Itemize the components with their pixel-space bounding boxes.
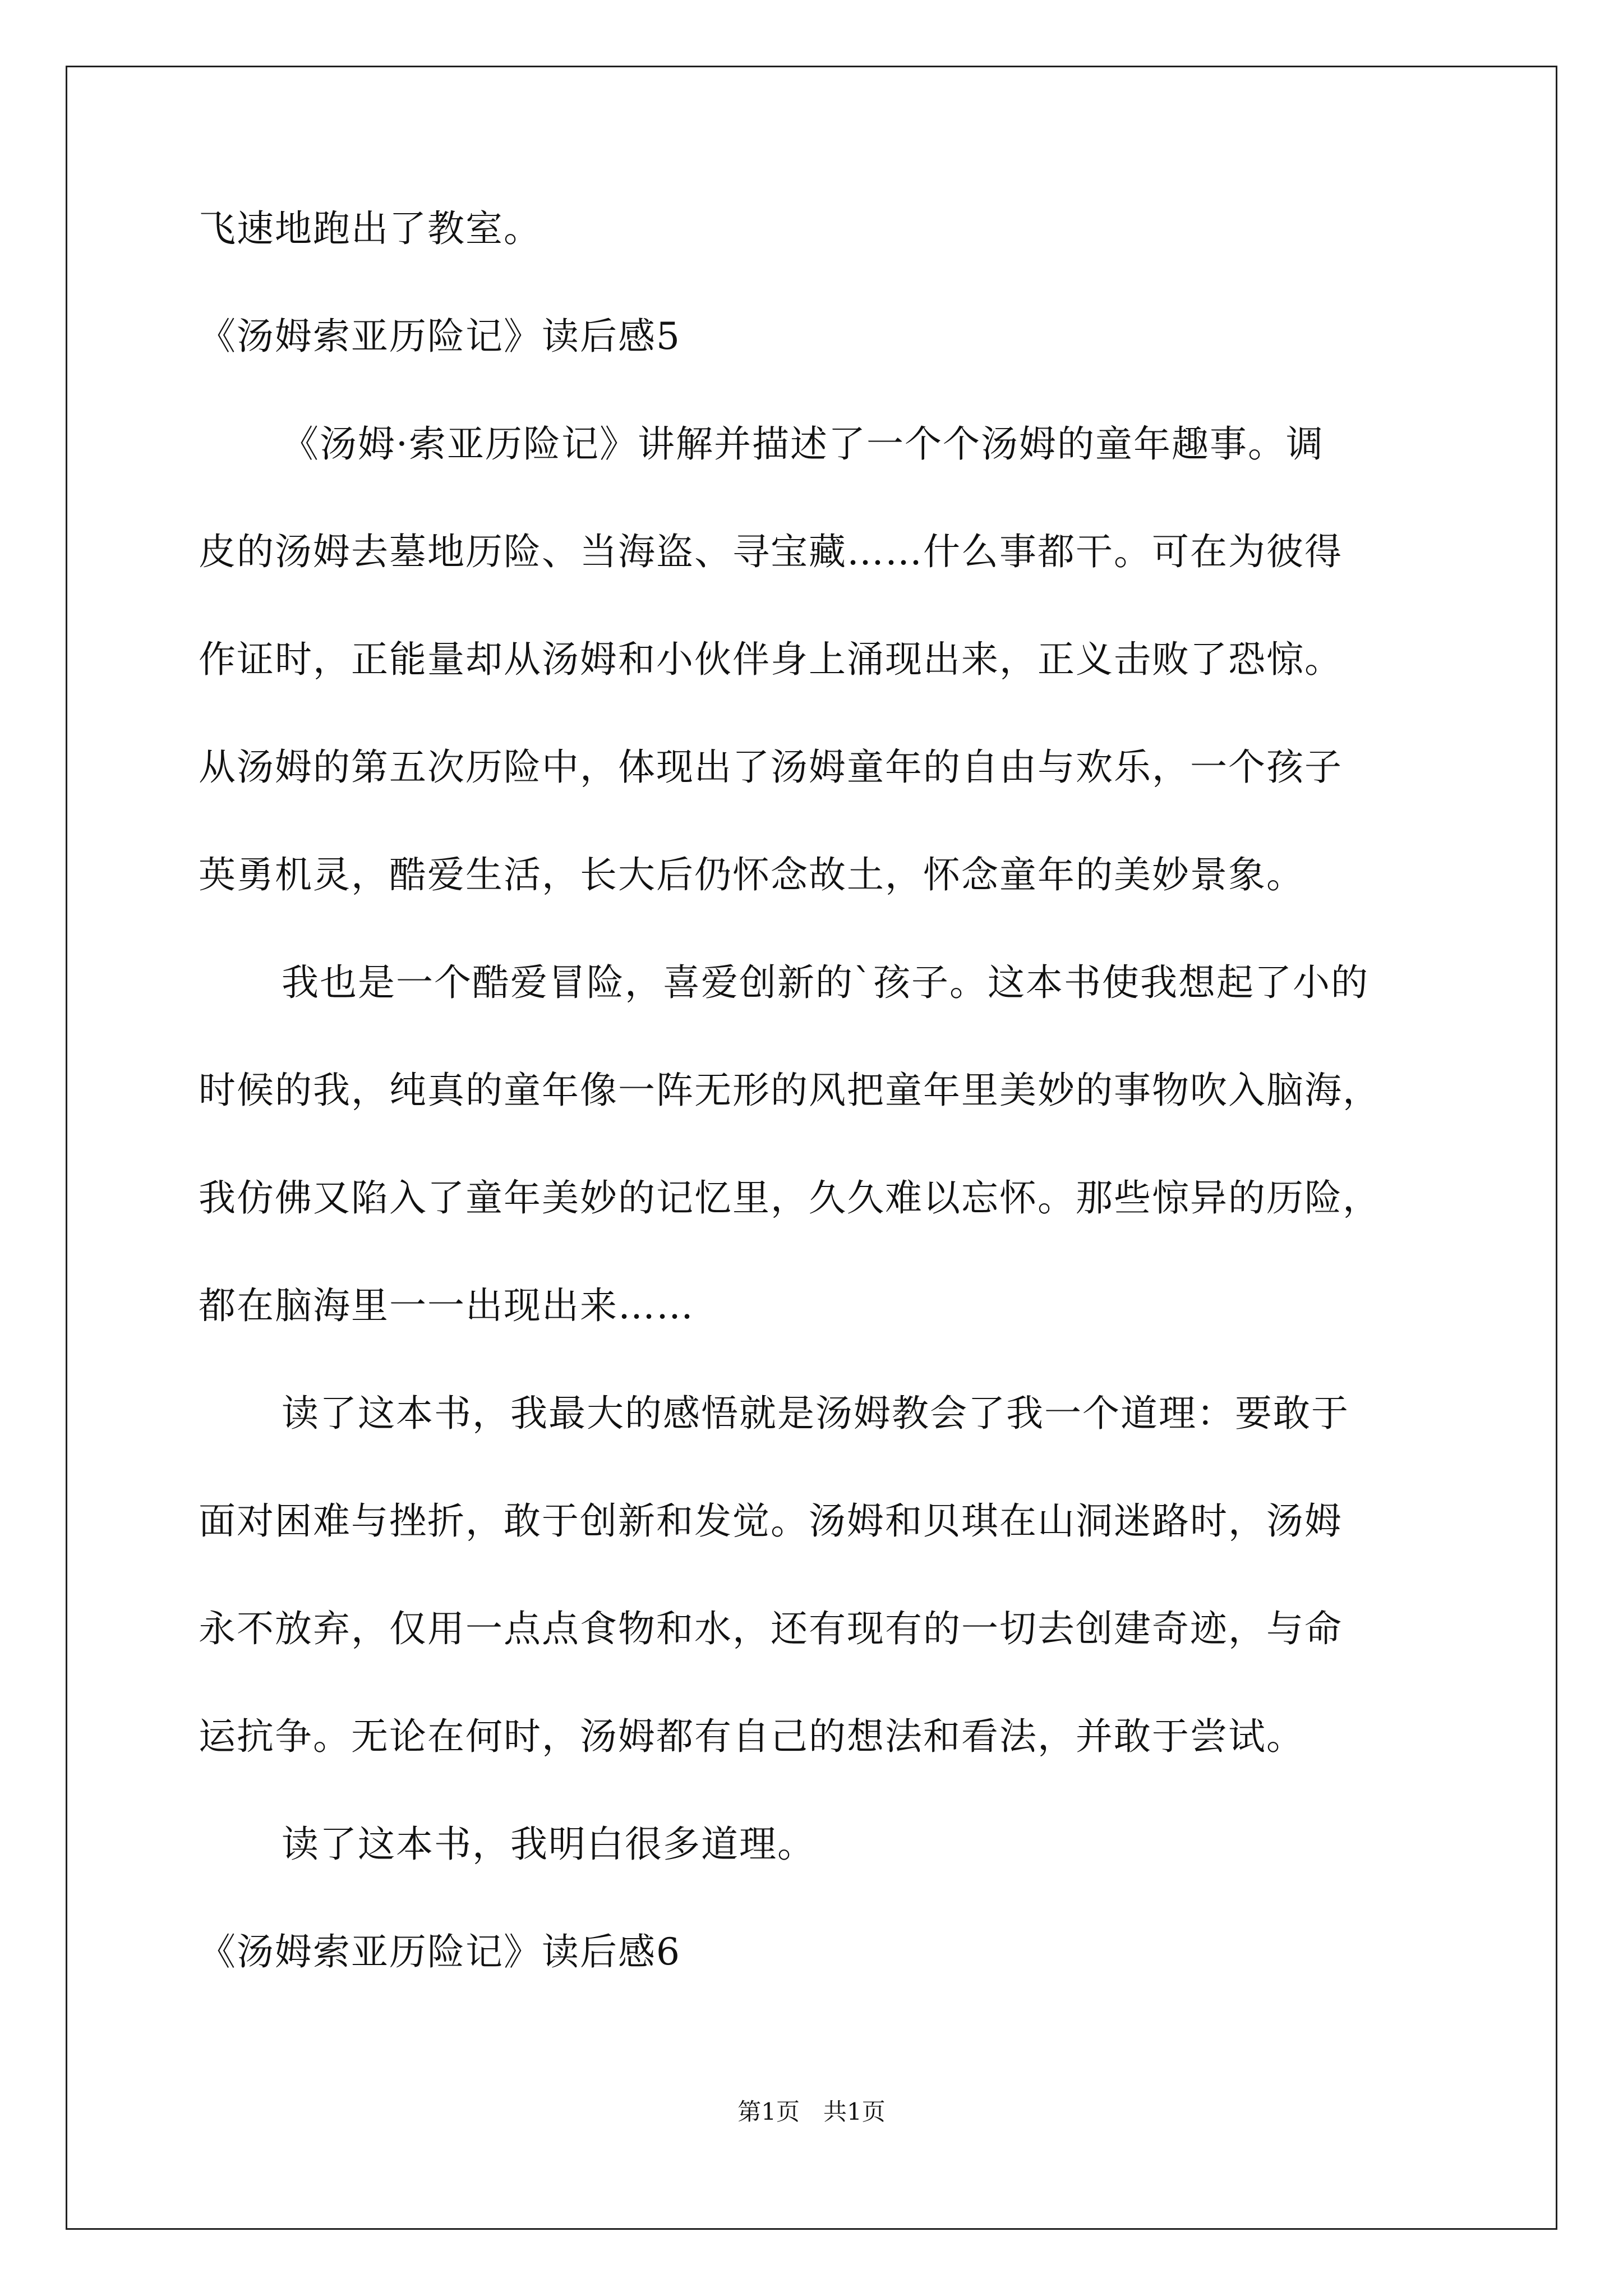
paragraph-line: 读了这本书，我最大的感悟就是汤姆教会了我一个道理：要敢于	[282, 1392, 1349, 1435]
page-border	[66, 66, 1557, 2230]
paragraph-line: 我仿佛又陷入了童年美妙的记忆里，久久难以忘怀。那些惊异的历险，	[199, 1176, 1381, 1220]
paragraph-line: 皮的汤姆去墓地历险、当海盗、寻宝藏……什么事都干。可在为彼得	[199, 530, 1343, 573]
paragraph-line: 作证时，正能量却从汤姆和小伙伴身上涌现出来，正义击败了恐惊。	[199, 638, 1343, 681]
paragraph-line: 时候的我，纯真的童年像一阵无形的风把童年里美妙的事物吹入脑海，	[199, 1069, 1381, 1112]
page-number-footer: 第1页 共1页	[737, 2098, 886, 2125]
paragraph-line: 从汤姆的第五次历险中，体现出了汤姆童年的自由与欢乐，一个孩子	[199, 746, 1343, 789]
section-heading: 《汤姆索亚历险记》读后感6	[199, 1930, 681, 1973]
paragraph-line: 读了这本书，我明白很多道理。	[282, 1823, 815, 1866]
paragraph-line: 《汤姆·索亚历险记》讲解并描述了一个个汤姆的童年趣事。调	[282, 422, 1324, 466]
paragraph-line: 面对困难与挫折，敢于创新和发觉。汤姆和贝琪在山洞迷路时，汤姆	[199, 1499, 1343, 1543]
paragraph-line: 都在脑海里一一出现出来……	[199, 1284, 694, 1327]
paragraph-line: 运抗争。无论在何时，汤姆都有自己的想法和看法，并敢于尝试。	[199, 1715, 1304, 1758]
paragraph-line: 英勇机灵，酷爱生活，长大后仍怀念故土，怀念童年的美妙景象。	[199, 853, 1304, 896]
section-heading: 《汤姆索亚历险记》读后感5	[199, 315, 681, 358]
paragraph-line: 我也是一个酷爱冒险，喜爱创新的`孩子。这本书使我想起了小的	[282, 961, 1369, 1004]
paragraph-line: 永不放弃，仅用一点点食物和水，还有现有的一切去创建奇迹，与命	[199, 1607, 1343, 1650]
paragraph-line: 飞速地跑出了教室。	[199, 207, 542, 250]
